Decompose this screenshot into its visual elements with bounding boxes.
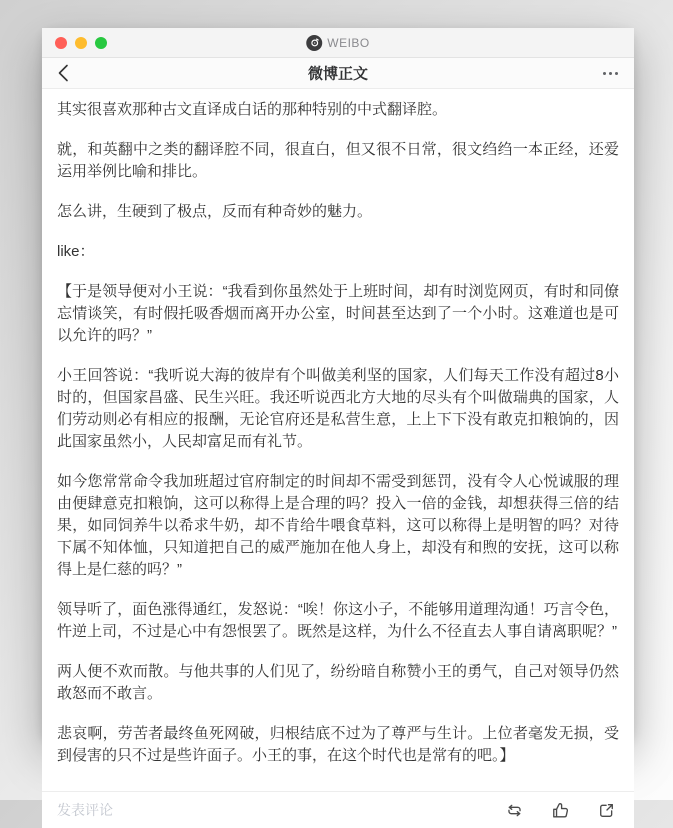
repost-icon: [505, 801, 524, 820]
post-paragraph: 小王回答说：“我听说大海的彼岸有个叫做美利坚的国家，人们每天工作没有超过8小时的，但国家昌盛、民生兴旺。我还听说西北方大地的尽头有个叫做瑞典的国家，人们劳动则必有相应的报酬，无论官府还是私营生意，上上下下没有敢克扣粮饷的，因此国家虽然小，人民却富足而有礼节。: [57, 367, 619, 450]
post-paragraph: 领导听了，面色涨得通红，发怒说：“唉！你这小子，不能够用道理沟通！巧言令色，忤逆上司，不过是心中有怨恨罢了。既然是这样，为什么不径直去人事自请离职呢？”: [57, 601, 619, 640]
app-brand: [306, 35, 370, 51]
like-button[interactable]: [551, 801, 570, 820]
thumbs-up-icon: [551, 801, 570, 820]
comment-input[interactable]: [57, 802, 505, 818]
more-options-button[interactable]: [603, 68, 618, 79]
post-paragraph: 如今您常常命令我加班超过官府制定的时间却不需受到惩罚，没有令人心悦诚服的理由便肆意克扣粮饷，这可以称得上是合理的吗？投入一倍的金钱，却想获得三倍的结果，如同饲养牛以希求牛奶，却不肯给牛喂食草料，这可以称得上是明智的吗？对待下属不知体恤，只知道把自己的威严施加在他人身上，却没有和煦的安抚，这可以称得上是仁慈的吗？”: [57, 473, 619, 578]
post-paragraph: like：: [57, 243, 95, 260]
ellipsis-icon: [603, 72, 606, 75]
post-actions: [505, 801, 616, 820]
navbar: [42, 58, 634, 89]
chevron-left-icon: [58, 64, 69, 82]
post-content: [42, 89, 634, 791]
zoom-window-button[interactable]: [95, 37, 107, 49]
back-button[interactable]: [58, 64, 69, 82]
share-icon: [597, 801, 616, 820]
traffic-lights: [55, 37, 107, 49]
post-paragraph: 其实很喜欢那种古文直译成白话的那种特别的中式翻译腔。: [57, 101, 448, 118]
post-paragraph: 就，和英翻中之类的翻译腔不同，很直白，但又很不日常，很文绉绉一本正经，还爱运用举例比喻和排比。: [57, 141, 619, 180]
weibo-window: [42, 28, 634, 764]
comment-bar: [42, 791, 634, 828]
repost-button[interactable]: [505, 801, 524, 820]
weibo-eye-icon: [306, 35, 322, 51]
post-paragraph: 怎么讲，生硬到了极点，反而有种奇妙的魅力。: [57, 203, 373, 220]
minimize-window-button[interactable]: [75, 37, 87, 49]
post-paragraph: 两人便不欢而散。与他共事的人们见了，纷纷暗自称赞小王的勇气，自己对领导仍然敢怒而不敢言。: [57, 663, 619, 702]
page-title: 微博正文: [307, 65, 369, 83]
close-window-button[interactable]: [55, 37, 67, 49]
post-paragraph: 悲哀啊，劳苦者最终鱼死网破，归根结底不过为了尊严与生计。上位者毫发无损，受到侵害的只不过是些许面子。小王的事，在这个时代也是常有的吧。】: [57, 725, 619, 764]
app-name-label: WEIBO: [327, 35, 370, 50]
share-button[interactable]: [597, 801, 616, 820]
titlebar: [42, 28, 634, 58]
post-paragraph: 【于是领导便对小王说：“我看到你虽然处于上班时间，却有时浏览网页，有时和同僚忘情谈笑，有时假托吸香烟而离开办公室，时间甚至达到了一个小时。这难道也是可以允许的吗？”: [57, 283, 619, 344]
